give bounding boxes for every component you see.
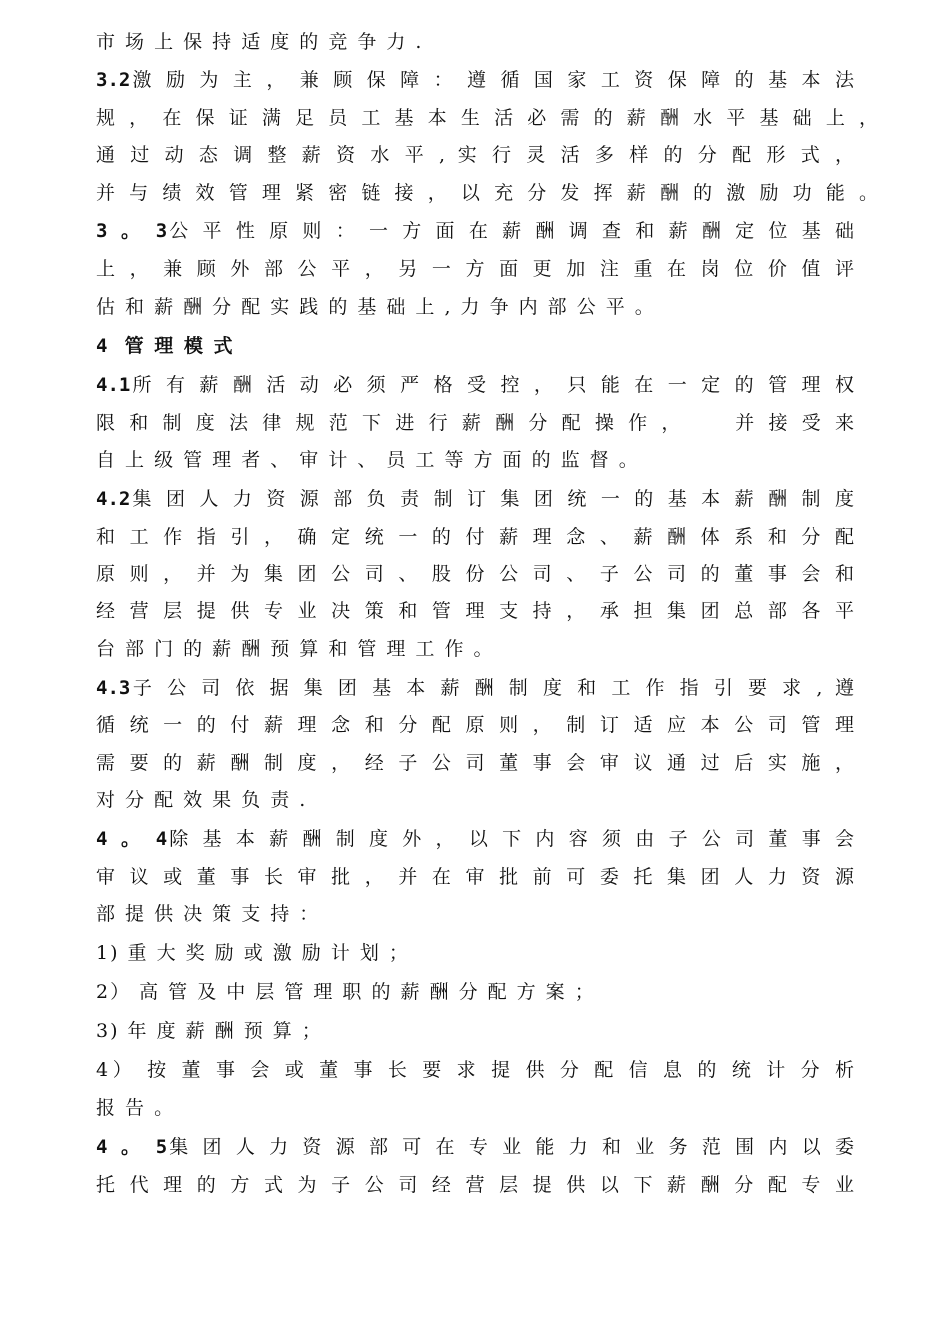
line-text: 2） 高 管 及 中 层 管 理 职 的 薪 酬 分 配 方 案 ； (96, 981, 596, 1003)
text-line (96, 824, 856, 854)
text-line (96, 1170, 856, 1200)
line-text: 集 团 人 力 资 源 部 可 在 专 业 能 力 和 业 务 范 围 内 以 委 (167, 1136, 856, 1158)
line-text: 估 和 薪 酬 分 配 实 践 的 基 础 上 , 力 争 内 部 公 平 。 (96, 296, 656, 318)
text-line (96, 178, 880, 208)
text-line (96, 710, 856, 740)
line-text: 集 团 人 力 资 源 部 负 责 制 订 集 团 统 一 的 基 本 薪 酬 制 度 (130, 488, 856, 510)
text-line (96, 140, 856, 170)
line-text: 除 基 本 薪 酬 制 度 外 ， 以 下 内 容 须 由 子 公 司 董 事 会 (167, 828, 856, 850)
text-line (96, 559, 856, 589)
text-line (96, 370, 856, 400)
line-text: 市 场 上 保 持 适 度 的 竞 争 力 . (96, 31, 424, 53)
line-text: 循 统 一 的 付 薪 理 念 和 分 配 原 则 ， 制 订 适 应 本 公 司 管 理 (96, 714, 856, 736)
line-text: 和 工 作 指 引 ， 确 定 统 一 的 付 薪 理 念 、 薪 酬 体 系 和 分 配 (96, 526, 856, 548)
clause-number: 4.1 (96, 374, 131, 396)
text-line (96, 785, 856, 815)
line-text: 3) 年 度 薪 酬 预 算 ； (96, 1020, 323, 1042)
line-text: 管 理 模 式 (107, 335, 235, 357)
line-text: 原 则 ， 并 为 集 团 公 司 、 股 份 公 司 、 子 公 司 的 董 事 会 和 (96, 563, 856, 585)
text-line (96, 673, 856, 703)
text-line (96, 65, 856, 95)
clause-number: 3 。 3 (96, 220, 168, 242)
line-text: 经 营 层 提 供 专 业 决 策 和 管 理 支 持 ， 承 担 集 团 总 部 各 平 (96, 600, 856, 622)
text-line (96, 938, 856, 968)
line-text: 需 要 的 薪 酬 制 度 ， 经 子 公 司 董 事 会 审 议 通 过 后 实 施 ， (96, 752, 856, 774)
text-line (96, 408, 856, 438)
text-line (96, 1093, 856, 1123)
clause-number: 4 。 4 (96, 828, 168, 850)
text-line (96, 522, 856, 552)
clause-number: 4 。 5 (96, 1136, 168, 1158)
text-line (96, 1132, 856, 1162)
line-text: 上 ， 兼 顾 外 部 公 平 ， 另 一 方 面 更 加 注 重 在 岗 位 价 值 评 (96, 258, 856, 280)
text-line (96, 254, 856, 284)
text-line (96, 977, 856, 1007)
line-text: 审 议 或 董 事 长 审 批 ， 并 在 审 批 前 可 委 托 集 团 人 力 资 源 (96, 866, 856, 888)
text-line (96, 899, 856, 929)
text-line (96, 862, 856, 892)
line-text: 所 有 薪 酬 活 动 必 须 严 格 受 控 ， 只 能 在 一 定 的 管 理 权 (130, 374, 856, 396)
line-text: 报 告 。 (96, 1097, 176, 1119)
text-line (96, 484, 856, 514)
text-line (96, 596, 856, 626)
text-line (96, 748, 856, 778)
text-line (96, 1055, 856, 1085)
text-line (96, 445, 856, 475)
line-text: 子 公 司 依 据 集 团 基 本 薪 酬 制 度 和 工 作 指 引 要 求 , 遵 (130, 677, 856, 699)
line-text: 通 过 动 态 调 整 薪 资 水 平 , 实 行 灵 活 多 样 的 分 配 形 式 ， (96, 144, 856, 166)
line-text: 并 与 绩 效 管 理 紧 密 链 接 ， 以 充 分 发 挥 薪 酬 的 激 励 功 能 。 (96, 182, 880, 204)
clause-number: 4.2 (96, 488, 131, 510)
line-text: 1) 重 大 奖 励 或 激 励 计 划 ； (96, 942, 410, 964)
clause-number: 4.3 (96, 677, 131, 699)
line-text: 托 代 理 的 方 式 为 子 公 司 经 营 层 提 供 以 下 薪 酬 分 配 专 业 (96, 1174, 856, 1196)
text-line (96, 27, 856, 57)
line-text: 4） 按 董 事 会 或 董 事 长 要 求 提 供 分 配 信 息 的 统 计 分 析 (96, 1059, 856, 1081)
line-text: 部 提 供 决 策 支 持 ： (96, 903, 321, 925)
line-text: 对 分 配 效 果 负 责 . (96, 789, 308, 811)
text-line (96, 103, 880, 133)
line-text: 激 励 为 主 ， 兼 顾 保 障 ： 遵 循 国 家 工 资 保 障 的 基 本 法 (130, 69, 856, 91)
text-line (96, 1016, 856, 1046)
line-text: 规 ， 在 保 证 满 足 员 工 基 本 生 活 必 需 的 薪 酬 水 平 基 础 上 ， (96, 107, 880, 129)
line-text: 台 部 门 的 薪 酬 预 算 和 管 理 工 作 。 (96, 638, 495, 660)
clause-number: 3.2 (96, 69, 131, 91)
line-text: 限 和 制 度 法 律 规 范 下 进 行 薪 酬 分 配 操 作 ， 并 接 受 来 (96, 412, 856, 434)
text-line (96, 292, 856, 322)
text-line (96, 634, 856, 664)
line-text: 公 平 性 原 则 ： 一 方 面 在 薪 酬 调 查 和 薪 酬 定 位 基 础 (167, 220, 856, 242)
text-line (96, 216, 856, 246)
line-text: 自 上 级 管 理 者 、 审 计 、 员 工 等 方 面 的 监 督 。 (96, 449, 640, 471)
clause-number: 4 (96, 335, 108, 357)
section-heading (96, 331, 856, 361)
